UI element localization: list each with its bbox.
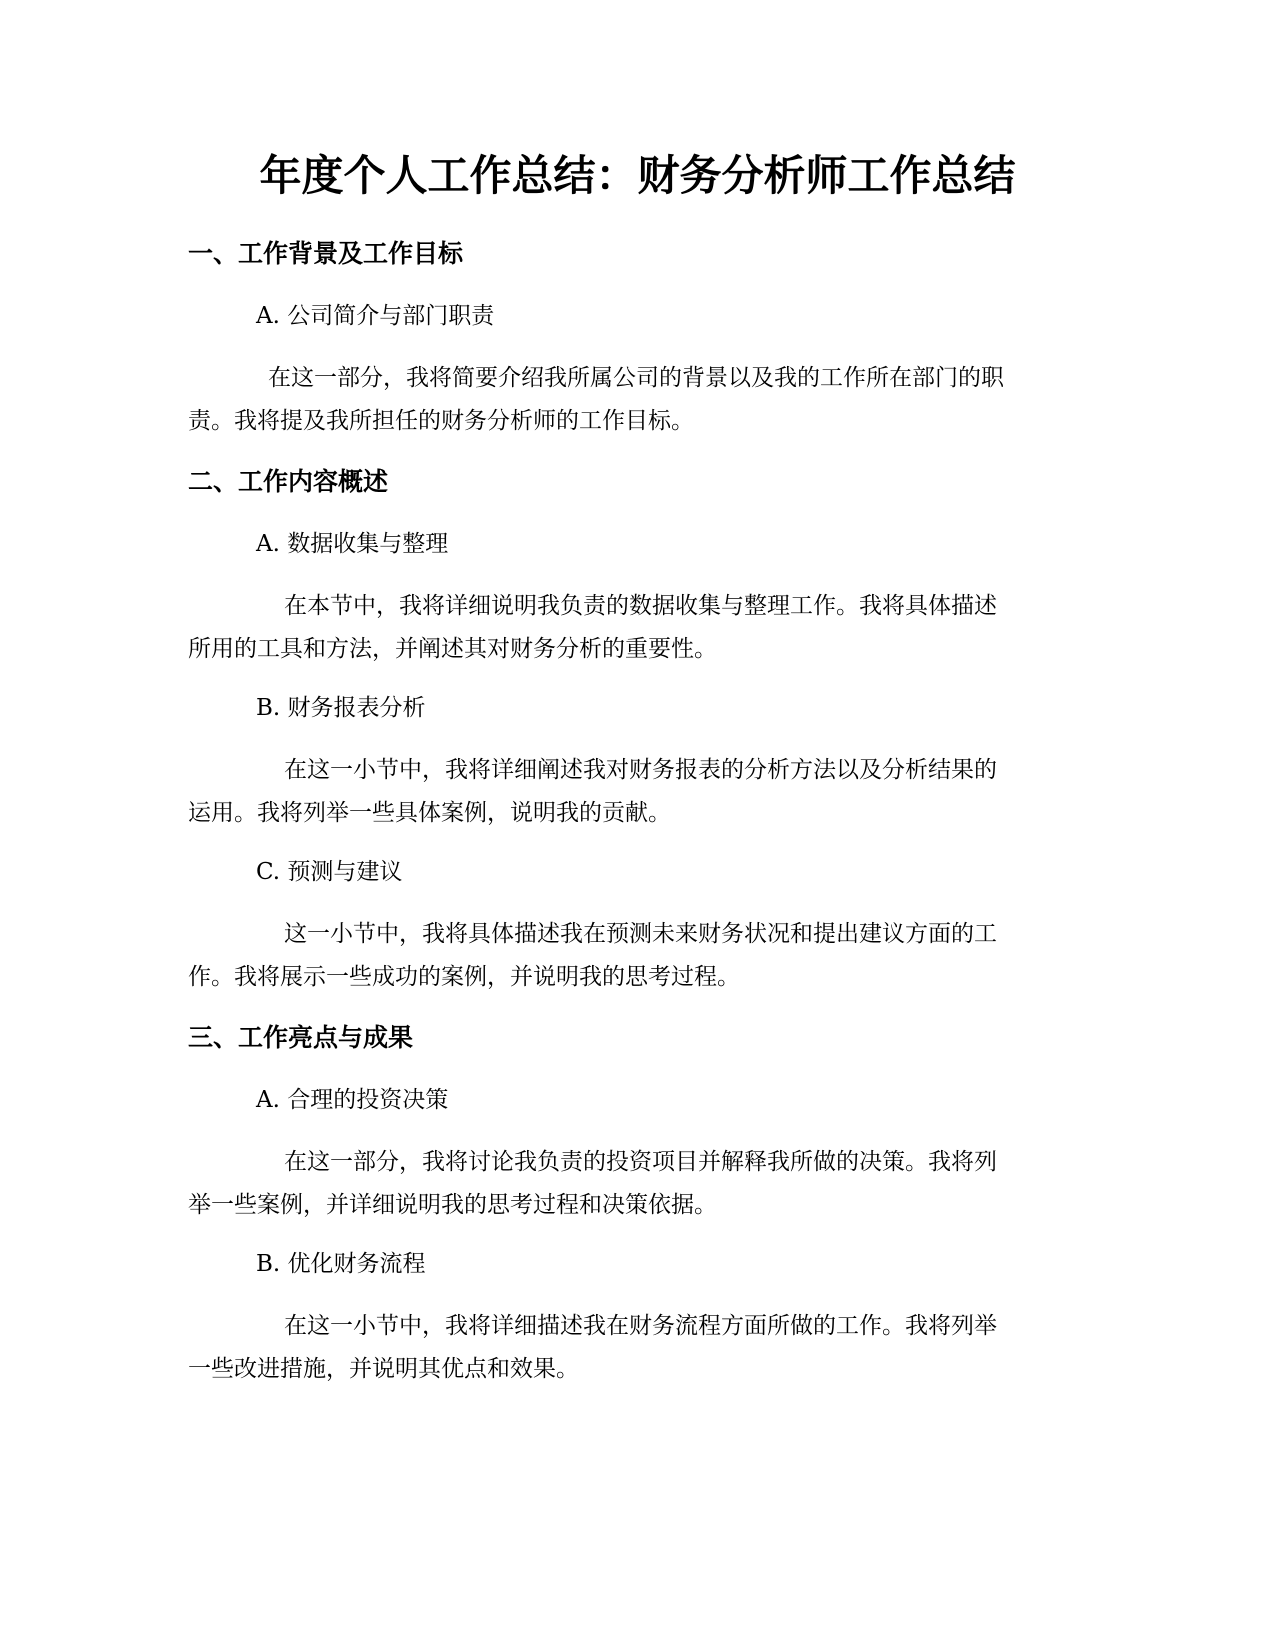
paragraph-line: 作。我将展示一些成功的案例，并说明我的思考过程。 [188,964,740,990]
document-title: 年度个人工作总结：财务分析师工作总结 [259,151,1016,200]
subsection-heading-2b: B. 财务报表分析 [256,695,426,721]
paragraph-line: 所用的工具和方法，并阐述其对财务分析的重要性。 [188,636,717,662]
paragraph-2b [188,749,1068,835]
subsection-heading-3a: A. 合理的投资决策 [256,1087,449,1113]
paragraph-line: 责。我将提及我所担任的财务分析师的工作目标。 [188,408,694,434]
paragraph-3a [188,1141,1068,1227]
paragraph-3b [188,1305,1068,1391]
paragraph-line: 在这一小节中，我将详细阐述我对财务报表的分析方法以及分析结果的 [284,757,997,783]
paragraph-line: 举一些案例，并详细说明我的思考过程和决策依据。 [188,1192,717,1218]
subsection-heading-3b: B. 优化财务流程 [256,1251,426,1277]
paragraph-line: 在这一部分，我将讨论我负责的投资项目并解释我所做的决策。我将列 [284,1149,997,1175]
paragraph-2c [188,913,1068,999]
paragraph-1a [188,357,1068,443]
section-heading-2: 二、工作内容概述 [188,467,389,496]
paragraph-2a [188,585,1068,671]
paragraph-line: 在这一部分，我将简要介绍我所属公司的背景以及我的工作所在部门的职 [268,365,1004,391]
subsection-heading-1a: A. 公司简介与部门职责 [256,303,495,329]
paragraph-line: 在本节中，我将详细说明我负责的数据收集与整理工作。我将具体描述 [284,593,997,619]
paragraph-line: 一些改进措施，并说明其优点和效果。 [188,1356,579,1382]
subsection-heading-2c: C. 预测与建议 [256,859,403,885]
subsection-heading-2a: A. 数据收集与整理 [256,531,449,557]
paragraph-line: 在这一小节中，我将详细描述我在财务流程方面所做的工作。我将列举 [284,1313,997,1339]
section-heading-1: 一、工作背景及工作目标 [188,239,464,268]
section-heading-3: 三、工作亮点与成果 [188,1023,414,1052]
paragraph-line: 这一小节中，我将具体描述我在预测未来财务状况和提出建议方面的工 [284,921,997,947]
paragraph-line: 运用。我将列举一些具体案例，说明我的贡献。 [188,800,671,826]
